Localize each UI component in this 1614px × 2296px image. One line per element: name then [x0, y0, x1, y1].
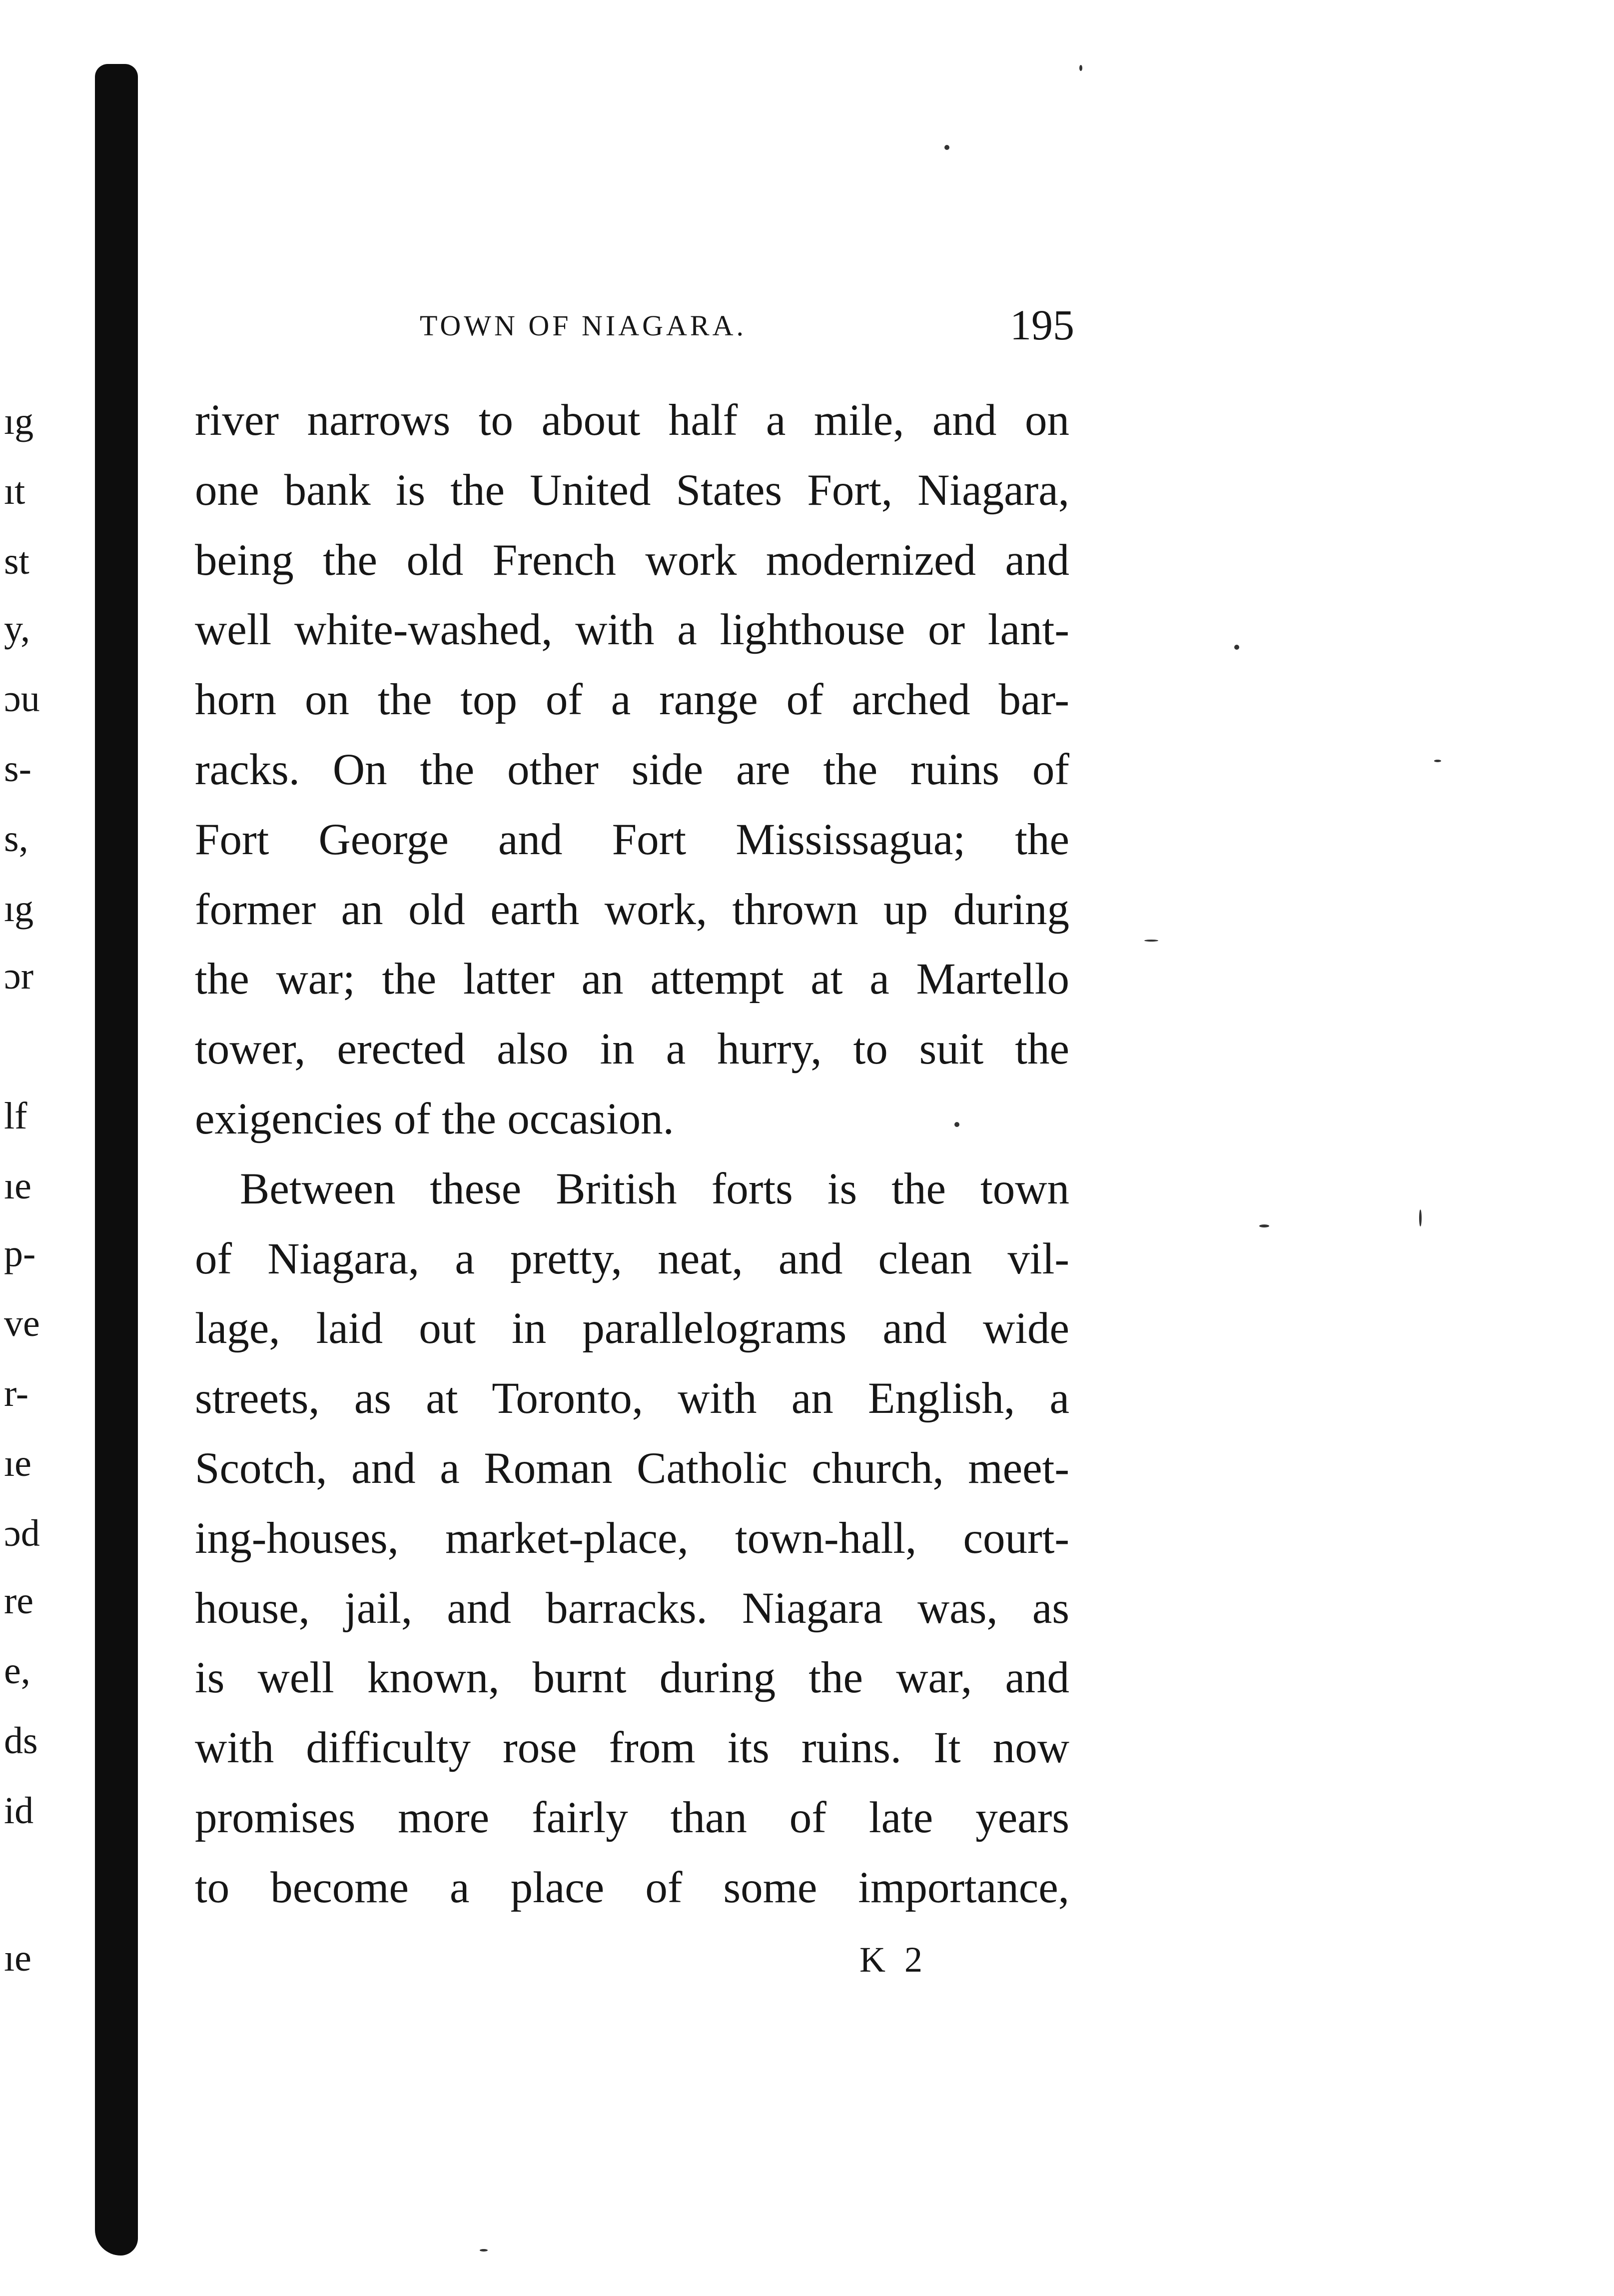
text-line: former an old earth work, thrown up during	[195, 885, 1069, 934]
dust-speck	[1259, 1224, 1269, 1227]
body-text	[195, 386, 1069, 1923]
dust-speck	[1079, 65, 1082, 71]
text-line: ing-houses, market-place, town-hall, court-	[195, 1513, 1069, 1563]
fragment: ıt	[4, 470, 25, 512]
text-line: horn on the top of a range of arched bar-	[195, 675, 1069, 725]
fragment: ve	[4, 1302, 40, 1344]
fragment: ıe	[4, 1937, 31, 1979]
text-line: exigencies of the occasion.	[195, 1094, 674, 1144]
fragment: id	[4, 1790, 34, 1832]
text-line: lage, laid out in parallelograms and wide	[195, 1304, 1069, 1353]
fragment: lf	[4, 1095, 27, 1137]
running-head-title: TOWN OF NIAGARA.	[420, 309, 747, 342]
facing-page-fragments	[0, 0, 90, 2296]
text-line: the war; the latter an attempt at a Martello	[195, 955, 1069, 1004]
binding-gutter-shadow	[95, 64, 138, 2256]
dust-speck	[1144, 940, 1158, 942]
fragment: ıg	[4, 400, 34, 442]
text-line: streets, as at Toronto, with an English, a	[195, 1374, 1069, 1423]
fragment: ɔu	[4, 678, 40, 720]
dust-speck	[944, 145, 949, 150]
signature-mark: K 2	[859, 1940, 927, 1980]
text-line: to become a place of some importance,	[195, 1863, 1069, 1912]
dust-speck	[480, 2249, 488, 2252]
fragment: ıg	[4, 888, 34, 930]
fragment: s,	[4, 818, 28, 860]
page-number: 195	[1010, 301, 1074, 349]
fragment: ıe	[4, 1165, 31, 1207]
fragment: st	[4, 540, 29, 582]
fragment: e,	[4, 1650, 30, 1692]
fragment: p-	[4, 1232, 36, 1274]
fragment: r-	[4, 1372, 29, 1414]
text-line: one bank is the United States Fort, Niagara,	[195, 465, 1069, 515]
text-line: tower, erected also in a hurry, to suit the	[195, 1025, 1069, 1074]
text-line: Fort George and Fort Mississagua; the	[195, 815, 1069, 864]
text-line: promises more fairly than of late years	[195, 1793, 1069, 1842]
text-line: Between these British forts is the town	[240, 1164, 1069, 1213]
dust-speck	[1434, 760, 1441, 762]
text-line: well white-washed, with a lighthouse or lant-	[195, 605, 1069, 655]
fragment: ɔd	[4, 1512, 40, 1554]
dust-speck	[954, 1122, 959, 1127]
fragment: ıe	[4, 1442, 31, 1484]
text-line: Scotch, and a Roman Catholic church, meet-	[195, 1443, 1069, 1493]
text-line: of Niagara, a pretty, neat, and clean vil-	[195, 1234, 1069, 1283]
dust-speck	[1419, 1209, 1422, 1226]
fragment: ds	[4, 1720, 38, 1762]
text-line: is well known, burnt during the war, and	[195, 1653, 1069, 1703]
text-line: river narrows to about half a mile, and on	[195, 396, 1069, 445]
fragment: s-	[4, 748, 31, 790]
fragment: y,	[4, 608, 30, 650]
text-line: house, jail, and barracks. Niagara was, as	[195, 1583, 1069, 1633]
text-line: with difficulty rose from its ruins. It now	[195, 1723, 1069, 1773]
text-line: being the old French work modernized and	[195, 535, 1069, 585]
fragment: re	[4, 1580, 34, 1622]
fragment: ɔr	[4, 955, 34, 997]
text-line: racks. On the other side are the ruins of	[195, 745, 1069, 794]
dust-speck	[1234, 645, 1239, 650]
running-head	[190, 300, 1089, 350]
